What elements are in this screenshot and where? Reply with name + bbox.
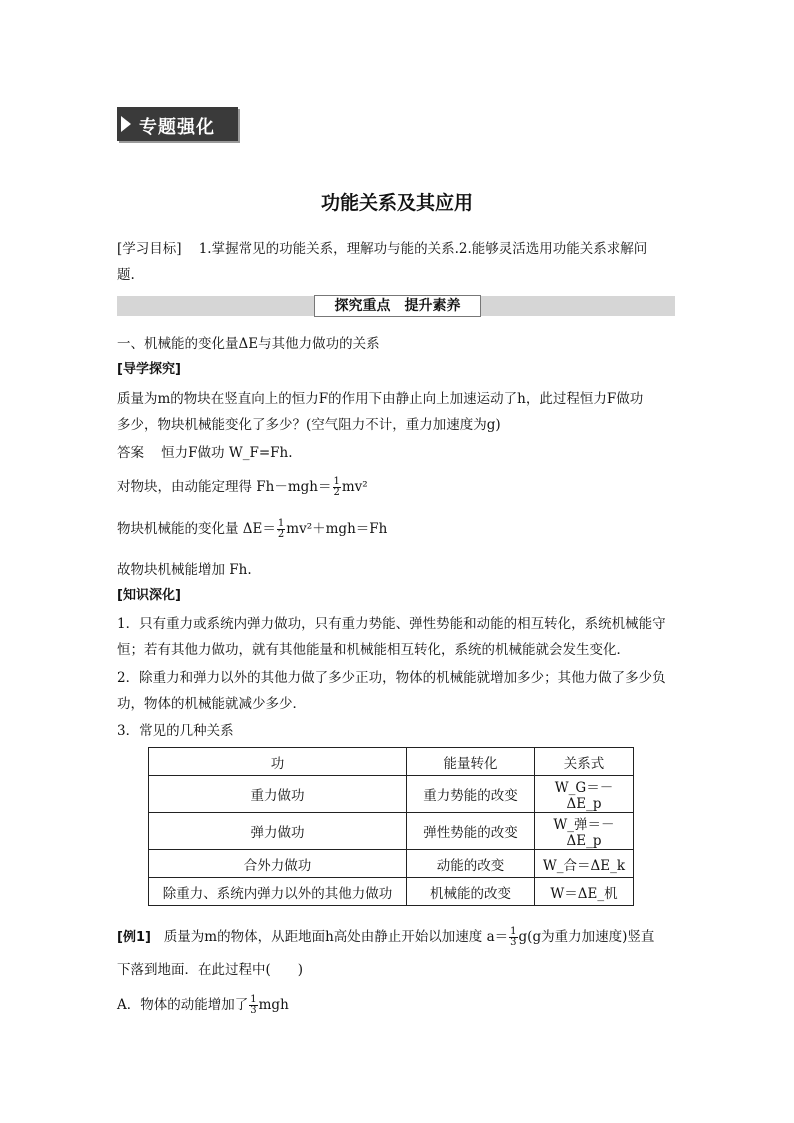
table-row <box>149 776 634 813</box>
answer-text-3-post: mv²＋mgh＝Fh <box>286 521 388 537</box>
table-header-cell: 能量转化 <box>407 748 535 776</box>
objective-text-1: 1.掌握常见的功能关系，理解功与能的关系.2.能够灵活选用功能关系求解问 <box>198 241 648 257</box>
option-a-pre: A．物体的动能增加了 <box>117 997 249 1013</box>
table-cell: 重力做功 <box>149 776 407 813</box>
table-header-cell: 关系式 <box>535 748 634 776</box>
relations-table <box>148 747 634 906</box>
heading-1: 一、机械能的变化量ΔE与其他力做功的关系 <box>117 336 380 352</box>
answer-line-3 <box>117 516 677 542</box>
table-row <box>149 878 634 906</box>
objective-tag: [学习目标] <box>117 241 182 257</box>
fraction-numerator: 1 <box>333 476 340 487</box>
deepen-p2-b: 功，物体的机械能就减少多少． <box>117 696 306 712</box>
option-a-post: mgh <box>258 997 289 1013</box>
table-cell: 动能的改变 <box>407 850 535 878</box>
table-header-cell: 功 <box>149 748 407 776</box>
deepen-p3: 3．常见的几种关系 <box>117 723 234 739</box>
guide-tag: [导学探究] <box>117 362 181 377</box>
table-cell: W_弹＝－ΔE_p <box>535 813 634 850</box>
answer-text-2-pre: 对物块，由动能定理得 Fh－mgh＝ <box>117 479 332 495</box>
option-a <box>117 992 677 1018</box>
example-tag: [例1] <box>117 930 151 945</box>
fraction-half <box>333 477 341 498</box>
fraction-numerator: 1 <box>510 926 517 937</box>
fraction-half <box>277 519 285 540</box>
answer-text-2-post: mv² <box>341 479 368 495</box>
fraction-denominator: 2 <box>277 529 285 540</box>
answer-tag: 答案 <box>117 445 144 461</box>
deepen-p2-a: 2．除重力和弹力以外的其他力做了多少正功，物体的机械能就增加多少；其他力做了多少负 <box>117 670 666 686</box>
objective-line-1 <box>117 236 677 262</box>
table-cell: 弹性势能的改变 <box>407 813 535 850</box>
example-line-2: 下落到地面．在此过程中( ) <box>117 962 304 978</box>
page-title: 功能关系及其应用 <box>320 192 473 214</box>
deepen-tag: [知识深化] <box>117 588 181 603</box>
example-text-1-pre: 质量为m的物体，从距地面h高处由静止开始以加速度 a＝ <box>163 929 509 945</box>
guide-line-1: 质量为m的物块在竖直向上的恒力F的作用下由静止向上加速运动了h，此过程恒力F做功 <box>117 391 644 407</box>
fraction-denominator: 3 <box>510 937 517 948</box>
example-text-1-post: g(g为重力加速度)竖直 <box>518 929 655 945</box>
table-cell: W_G＝－ΔE_p <box>535 776 634 813</box>
answer-line-1 <box>117 440 677 466</box>
table-row <box>149 850 634 878</box>
section-bar <box>117 296 675 316</box>
answer-line-2 <box>117 474 677 500</box>
fraction-third <box>509 927 517 948</box>
section-bar-label: 探究重点 提升素养 <box>314 295 481 317</box>
fraction-denominator: 2 <box>333 487 340 498</box>
guide-line-2: 多少，物块机械能变化了多少？(空气阻力不计，重力加速度为g) <box>117 417 501 433</box>
banner-label: 专题强化 <box>139 117 215 138</box>
table-cell: 弹力做功 <box>149 813 407 850</box>
objective-text-2: 题. <box>117 267 135 283</box>
table-cell: W＝ΔE_机 <box>535 878 634 906</box>
answer-text-1: 恒力F做功 W_F=Fh. <box>161 445 293 461</box>
table-header-row <box>149 748 634 776</box>
table-row <box>149 813 634 850</box>
fraction-denominator: 3 <box>250 1005 257 1016</box>
table-cell: 重力势能的改变 <box>407 776 535 813</box>
fraction-numerator: 1 <box>250 994 257 1005</box>
arrow-icon <box>121 116 131 132</box>
section-banner <box>117 107 238 141</box>
table-cell: 机械能的改变 <box>407 878 535 906</box>
deepen-p1-b: 恒；若有其他力做功，就有其他能量和机械能相互转化，系统的机械能就会发生变化． <box>117 642 630 658</box>
fraction-numerator: 1 <box>277 518 285 529</box>
example-line-1 <box>117 924 677 951</box>
table-cell: 合外力做功 <box>149 850 407 878</box>
fraction-third <box>249 995 257 1016</box>
deepen-p1-a: 1．只有重力或系统内弹力做功，只有重力势能、弹性势能和动能的相互转化，系统机械能守 <box>117 616 666 632</box>
answer-line-4: 故物块机械能增加 Fh. <box>117 562 252 578</box>
table-cell: 除重力、系统内弹力以外的其他力做功 <box>149 878 407 906</box>
table-cell: W_合＝ΔE_k <box>535 850 634 878</box>
answer-text-3-pre: 物块机械能的变化量 ΔE＝ <box>117 521 276 537</box>
